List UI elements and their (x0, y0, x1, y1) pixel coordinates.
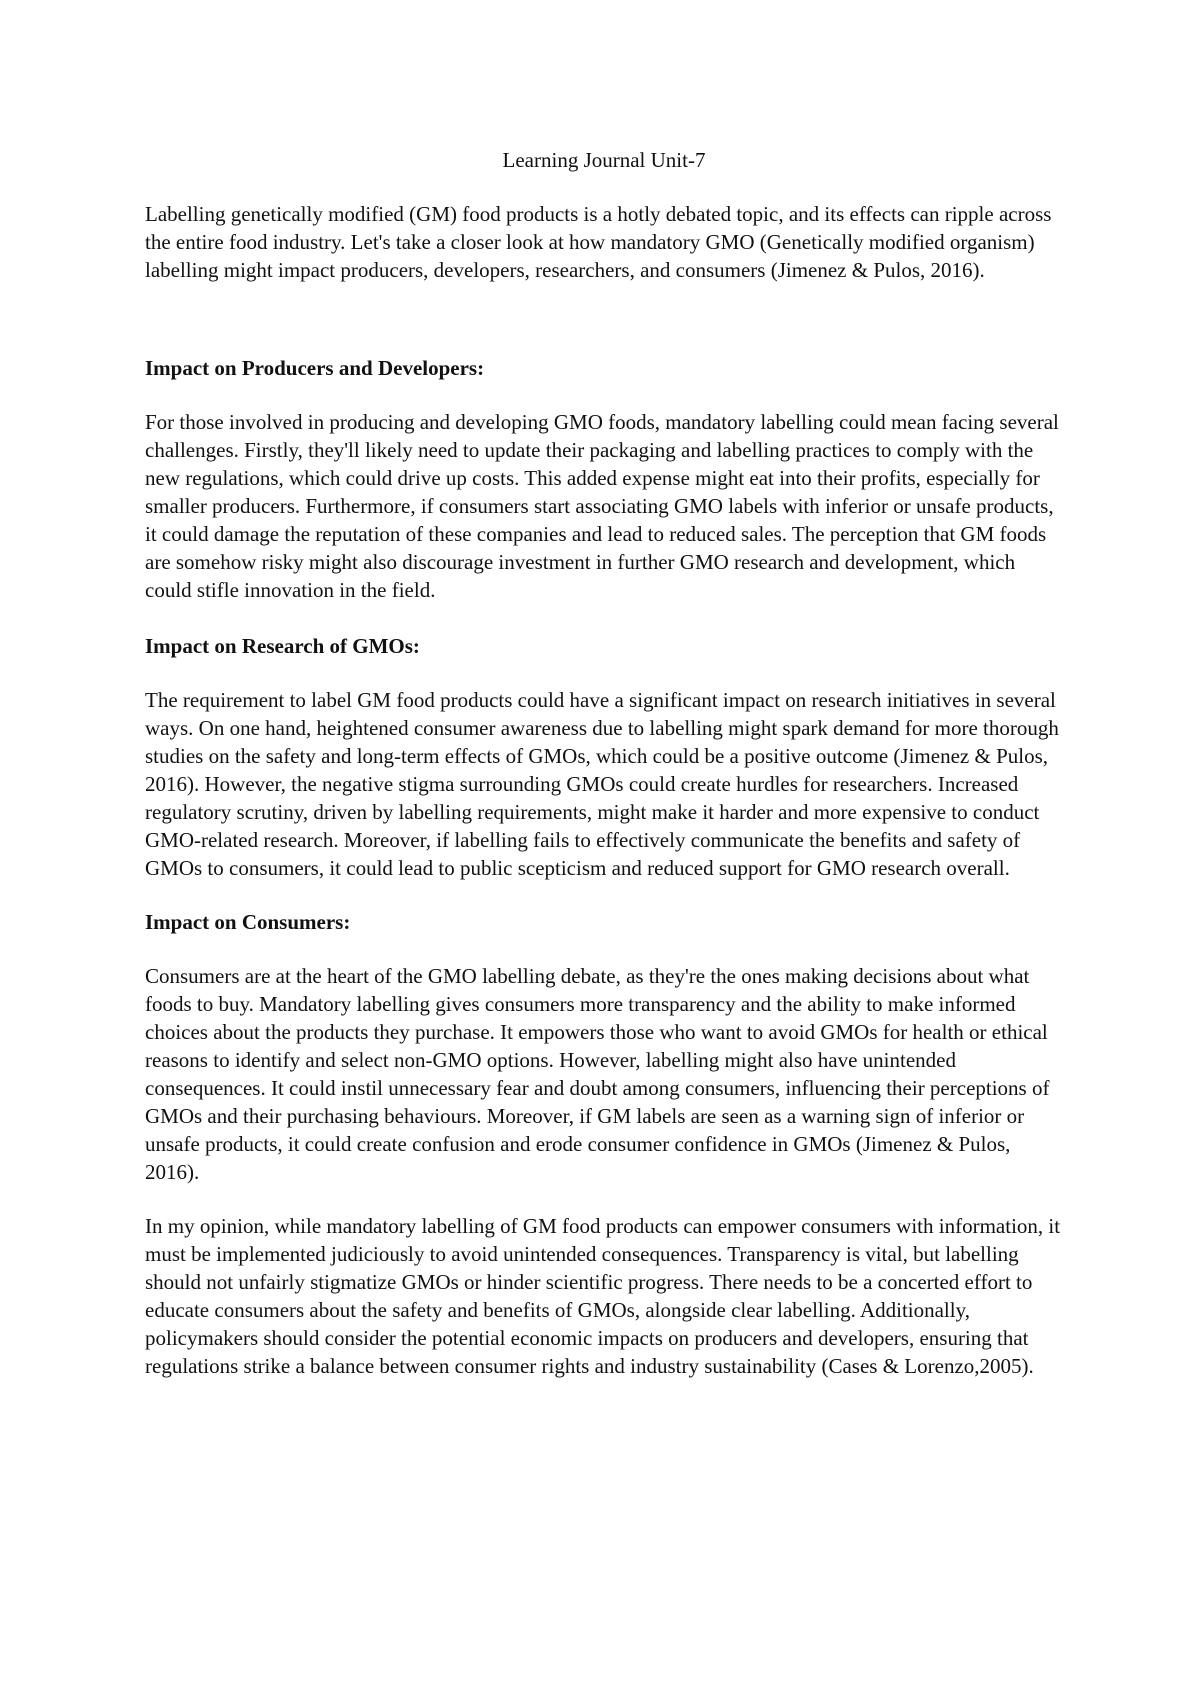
intro-paragraph: Labelling genetically modified (GM) food products is a hotly debated topic, and its effects can ripple across the entire food industry. Let's take a closer look at how mandatory GMO (Genetically modified organism) labelling might impact producers, developers, researchers, and consumers (Jimenez & Pulos, 2016). (145, 202, 1052, 282)
conclusion-paragraph: In my opinion, while mandatory labelling of GM food products can empower consumers with information, it must be implemented judiciously to avoid unintended consequences. Transparency is vital, but labelling should not unfairly stigmatize GMOs or hinder scientific progress. There needs to be a concerted effort to educate consumers about the safety and benefits of GMOs, alongside clear labelling. Additionally, policymakers should consider the potential economic impacts on producers and developers, ensuring that regulations strike a balance between consumer rights and industry sustainability (Cases & Lorenzo,2005). (145, 1214, 1061, 1378)
document-title: Learning Journal Unit-7 (502, 148, 706, 172)
document-content (145, 146, 1063, 1406)
section-body-research: The requirement to label GM food products could have a significant impact on research initiatives in several ways. On one hand, heightened consumer awareness due to labelling might spark demand for more thorough studies on the safety and long-term effects of GMOs, which could be a positive outcome (Jimenez & Pulos, 2016). However, the negative stigma surrounding GMOs could create hurdles for researchers. Increased regulatory scrutiny, driven by labelling requirements, might make it harder and more expensive to conduct GMO-related research. Moreover, if labelling fails to effectively communicate the benefits and safety of GMOs to consumers, it could lead to public scepticism and reduced support for GMO research overall. (145, 688, 1059, 880)
section-body-producers: For those involved in producing and developing GMO foods, mandatory labelling could mean facing several challenges. Firstly, they'll likely need to update their packaging and labelling practices to comply with the new regulations, which could drive up costs. This added expense might eat into their profits, especially for smaller producers. Furthermore, if consumers start associating GMO labels with inferior or unsafe products, it could damage the reputation of these companies and lead to reduced sales. The perception that GM foods are somehow risky might also discourage investment in further GMO research and development, which could stifle innovation in the field. (145, 410, 1059, 602)
section-heading-consumers: Impact on Consumers: (145, 910, 351, 934)
section-heading-research: Impact on Research of GMOs: (145, 634, 420, 658)
section-body-consumers: Consumers are at the heart of the GMO labelling debate, as they're the ones making decisions about what foods to buy. Mandatory labelling gives consumers more transparency and the ability to make informed choices about the products they purchase. It empowers those who want to avoid GMOs for health or ethical reasons to identify and select non-GMO options. However, labelling might also have unintended consequences. It could instil unnecessary fear and doubt among consumers, influencing their perceptions of GMOs and their purchasing behaviours. Moreover, if GM labels are seen as a warning sign of inferior or unsafe products, it could create confusion and erode consumer confidence in GMOs (Jimenez & Pulos, 2016). (145, 964, 1050, 1184)
section-heading-producers: Impact on Producers and Developers: (145, 356, 485, 380)
